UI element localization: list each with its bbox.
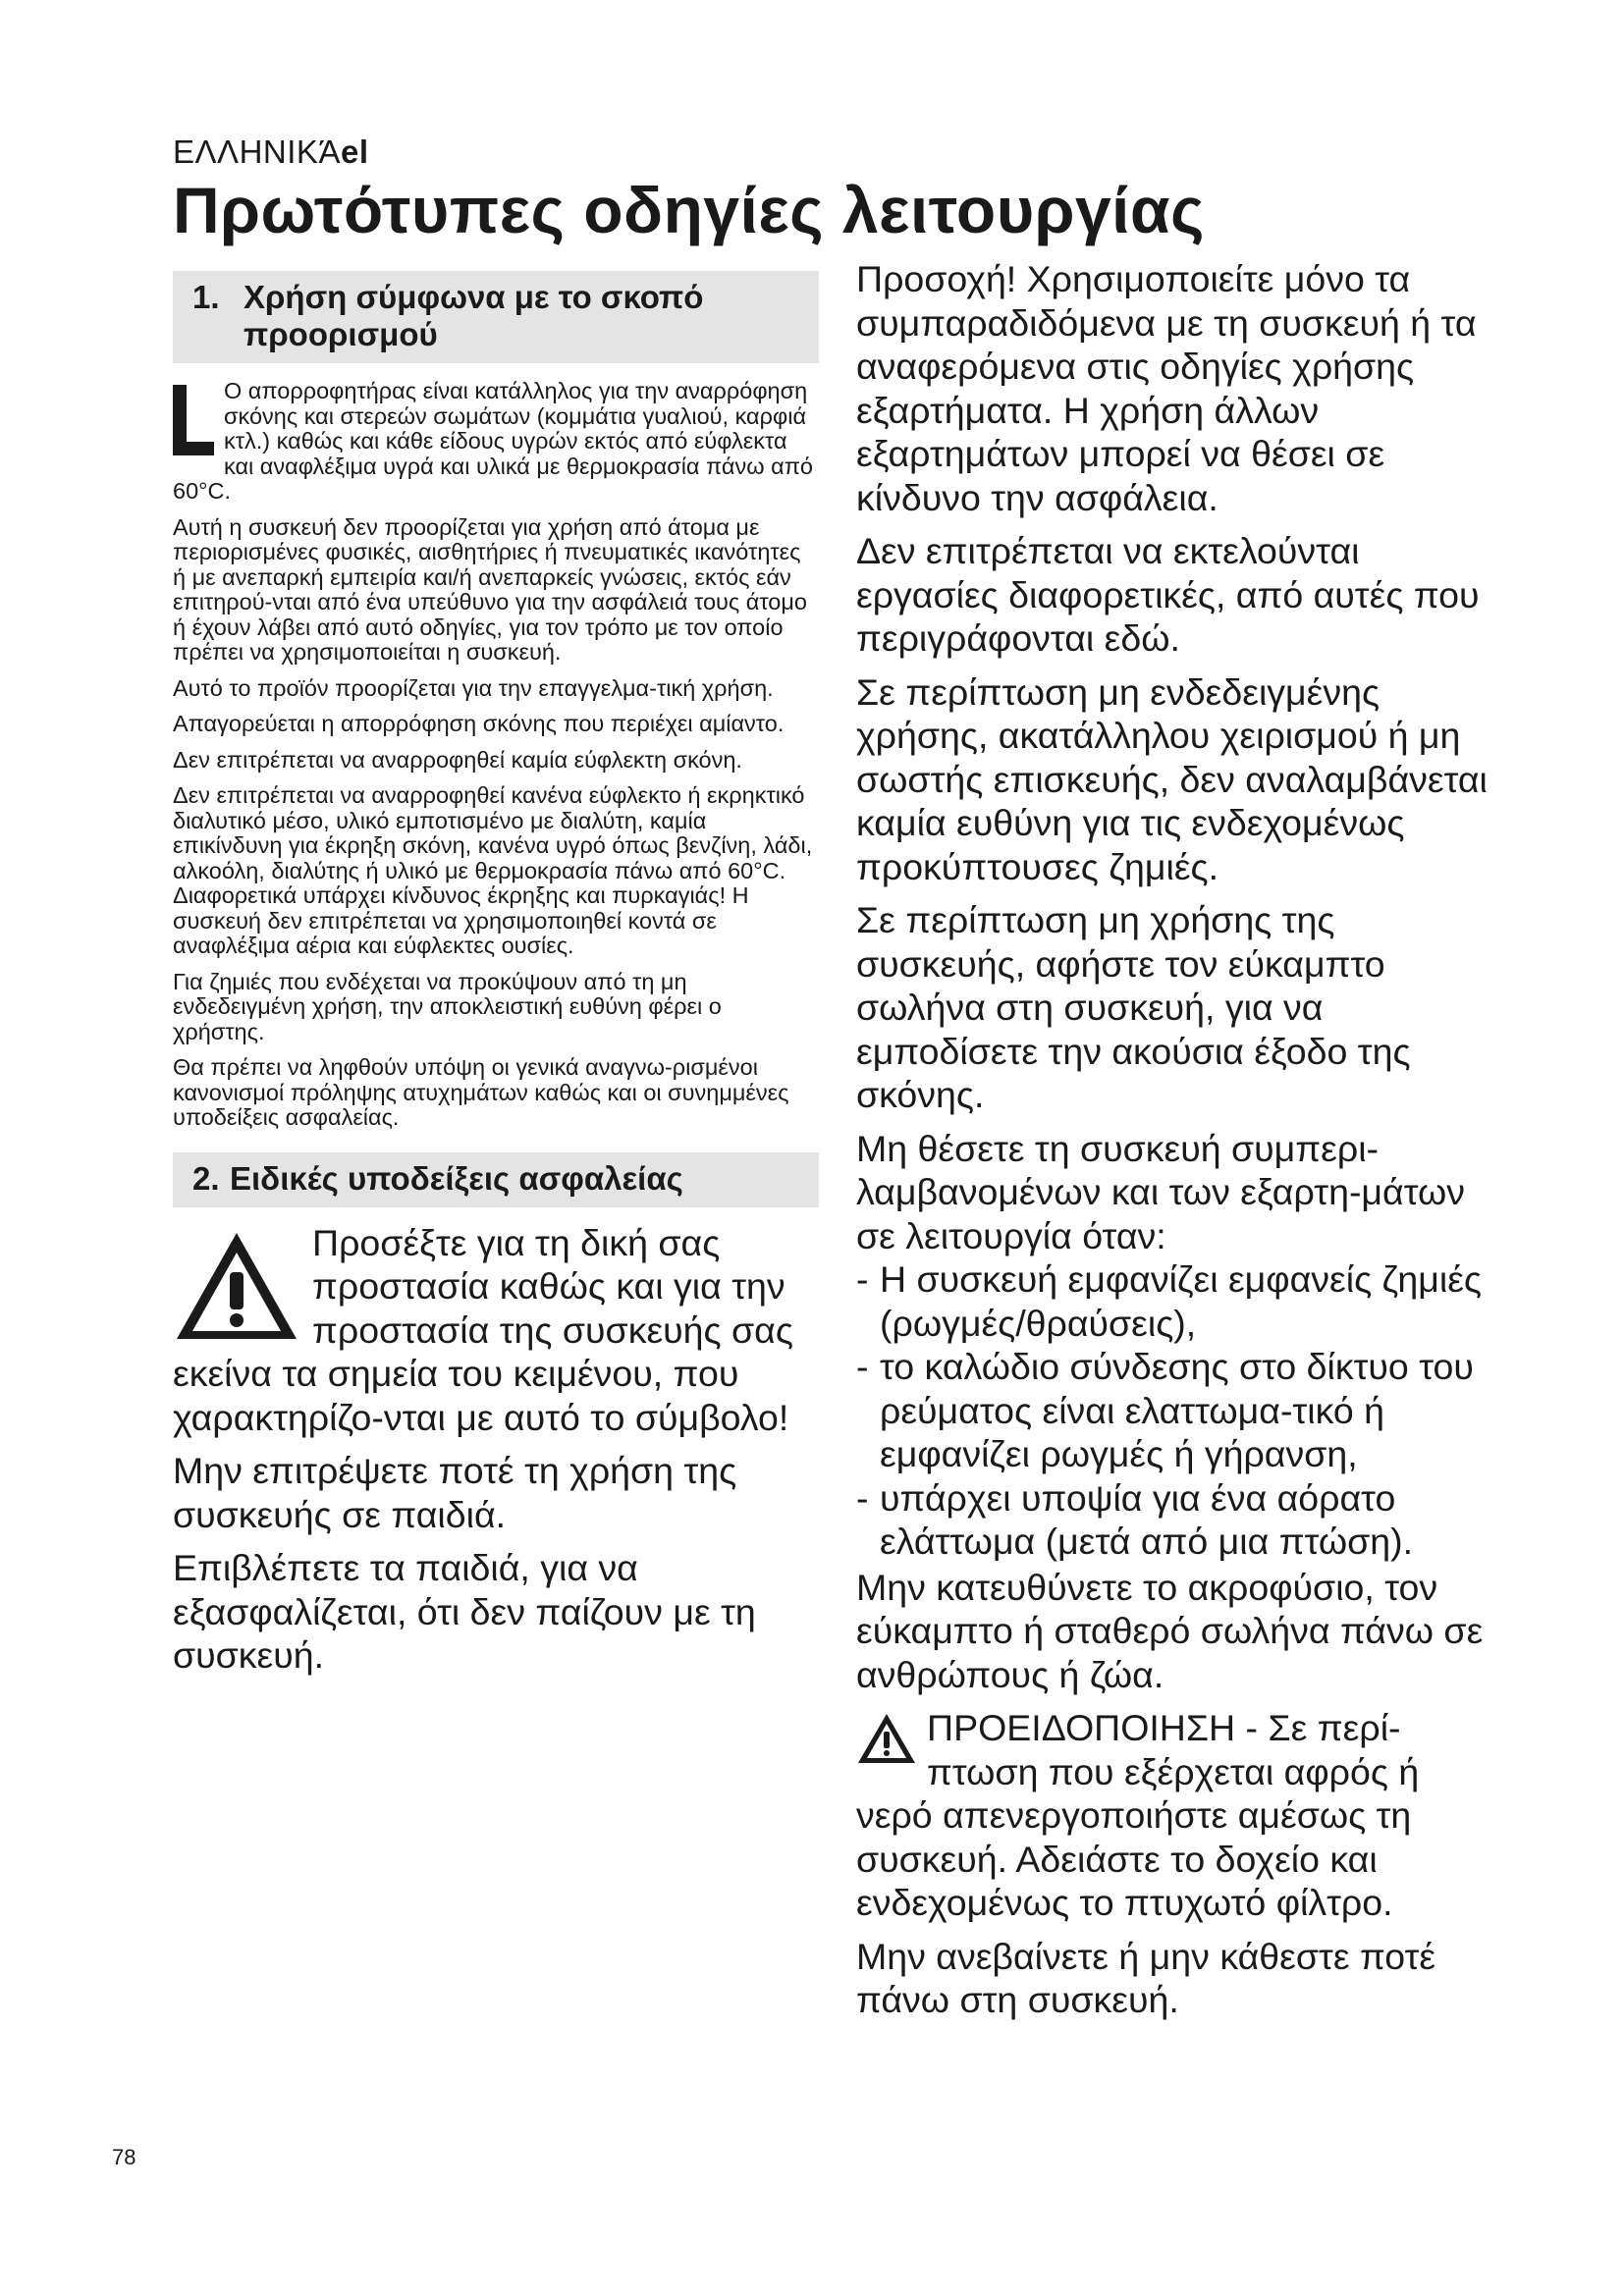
right-last-paragraph: Μην ανεβαίνετε ή μην κάθεστε ποτέ πάνω στη συσκευή. xyxy=(856,1935,1436,2020)
right-paragraph-0: Προσοχή! Χρησιμοποιείτε μόνο τα συμπαραδιδόμενα με τη συσκευή ή τα αναφερόμενα στις οδηγίες χρήσης εξαρτήματα. Η χρήση άλλων εξαρτημάτων μπορεί να θέσει σε κίνδυνο την ασφάλεια. xyxy=(856,258,1477,518)
right-paragraph-3: Σε περίπτωση μη χρήσης της συσκευής, αφήστε τον εύκαμπτο σωλήνα στη συσκευή, για να εμποδίσετε την ακούσια έξοδο της σκόνης. xyxy=(856,899,1411,1115)
list-item: - Η συσκευή εμφανίζει εμφανείς ζημιές (ρωγμές/θραύσεις), xyxy=(856,1257,1504,1345)
section-2-paragraph-0: Μην επιτρέψετε ποτέ τη χρήση της συσκευής σε παιδιά. xyxy=(173,1450,737,1535)
section-1-paragraph-2: Αυτό το προϊόν προορίζεται για την επαγγελμα-τική χρήση. xyxy=(173,674,774,701)
section-1-paragraph-4: Δεν επιτρέπεται να αναρροφηθεί καμία εύφλεκτη σκόνη. xyxy=(173,746,742,773)
section-1-heading xyxy=(173,271,819,363)
section-1-paragraph-5: Δεν επιτρέπεται να αναρροφηθεί κανένα εύφλεκτο ή εκρηκτικό διαλυτικό μέσο, υλικό εμποτισμένο με διαλύτη, καμία επικίνδυνη για έκρηξη σκόνη, κανένα υγρό όπως βενζίνη, λάδι, αλκοόλη, διαλύτης ή υλικό με θερμοκρασία πάνω από 60°C. Διαφορετικά υπάρχει κίνδυνος έκρηξης και πυρκαγιάς! Η συσκευή δεν επιτρέπεται να χρησιμοποιηθεί κοντά σε αναφλέξιμα αέρια και εύφλεκτες ουσίες. xyxy=(173,782,813,958)
section-1-paragraph-0: Ο απορροφητήρας είναι κατάλληλος για την αναρρόφηση σκόνης και στερεών σωμάτων (κομμάτια γυαλιού, καρφιά κτλ.) καθώς και κάθε είδους υγρών εκτός από εύφλεκτα και αναφλέξιμα υγρά και υλικά με θερμοκρασία πάνω από 60°C. xyxy=(173,378,813,504)
page-title: Πρωτότυπες οδηγίες λειτουργίας xyxy=(173,174,1205,246)
right-paragraph-4: Μη θέσετε τη συσκευή συμπερι-λαμβανομένων και των εξαρτη-μάτων σε λειτουργία όταν: xyxy=(856,1127,1466,1256)
section-2-heading xyxy=(173,1152,819,1207)
warning-triangle-icon xyxy=(856,1712,917,1765)
language-name: ΕΛΛΗΝΙΚΆ xyxy=(173,133,341,170)
section-1-paragraph-3: Απαγορεύεται η απορρόφηση σκόνης που περιέχει αμίαντο. xyxy=(173,711,785,736)
list-item: - το καλώδιο σύνδεσης στο δίκτυο του ρεύματος είναι ελαττωμα-τικό ή εμφανίζει ρωγμές ή γήρανση, xyxy=(856,1345,1504,1476)
page-number: 78 xyxy=(112,2145,136,2169)
section-1-paragraph-6: Για ζημιές που ενδέχεται να προκύψουν από τη μη ενδεδειγμένη χρήση, την αποκλειστική ευθύνη φέρει ο χρήστης. xyxy=(173,968,722,1044)
language-label xyxy=(173,133,369,171)
right-column xyxy=(856,257,1504,2032)
section-2-number: 2. xyxy=(192,1159,220,1197)
right-paragraph-2: Σε περίπτωση μη ενδεδειγμένης χρήσης, ακατάλληλου χειρισμού ή μη σωστής επισκευής, δεν αναλαμβάνεται καμία ευθύνη για τις ενδεχομένως προκύπτουσες ζημιές. xyxy=(856,670,1488,887)
l-corner-icon xyxy=(173,385,214,455)
section-2-title: Ειδικές υποδείξεις ασφαλείας xyxy=(230,1159,683,1197)
left-column xyxy=(173,271,819,1687)
right-paragraph-1: Δεν επιτρέπεται να εκτελούνται εργασίες διαφορετικές, από αυτές που περιγράφονται εδώ. xyxy=(856,530,1480,659)
right-after-list: Μην κατευθύνετε το ακροφύσιο, τον εύκαμπτο ή σταθερό σωλήνα πάνω σε ανθρώπους ή ζώα. xyxy=(856,1566,1484,1695)
section-1-number: 1. xyxy=(192,279,220,315)
conditions-list xyxy=(856,1257,1504,1564)
right-warning: ΠΡΟΕΙΔΟΠΟΙΗΣΗ - Σε περί-πτωση που εξέρχεται αφρός ή νερό απενεργοποιήστε αμέσως τη συσκευή. Αδειάστε το δοχείο και ενδεχομένως το πτυχωτό φίλτρο. xyxy=(856,1707,1420,1923)
language-code: el xyxy=(340,133,369,170)
section-1-title: Χρήση σύμφωνα με το σκοπό προορισμού xyxy=(244,279,704,352)
section-1-paragraph-1: Αυτή η συσκευή δεν προορίζεται για χρήση από άτομα με περιορισμένες φυσικές, αισθητήριες ή πνευματικές ικανότητες ή με ανεπαρκή εμπειρία και/ή ανεπαρκείς γνώσεις, εκτός εάν επιτηρού-νται από ένα υπεύθυνο για την ασφάλειά τους άτομο ή έχουν λάβει από αυτό οδηγίες, για τον τρόπο με τον οποίο πρέπει να χρησιμοποιείται η συσκευή. xyxy=(173,513,807,665)
list-item: - υπάρχει υποψία για ένα αόρατο ελάττωμα (μετά από μια πτώση). xyxy=(856,1476,1504,1564)
warning-triangle-icon xyxy=(173,1229,300,1343)
section-1-paragraph-7: Θα πρέπει να ληφθούν υπόψη οι γενικά αναγνω-ρισμένοι κανονισμοί πρόληψης ατυχημάτων καθώς και οι συνημμένες υποδείξεις ασφαλείας. xyxy=(173,1054,789,1130)
section-2-warning-intro: Προσέξτε για τη δική σας προστασία καθώς και για την προστασία της συσκευής σας εκείνα τα σημεία του κειμένου, που χαρακτηρίζο-νται με αυτό το σύμβολο! xyxy=(173,1221,793,1438)
section-2-paragraph-1: Επιβλέπετε τα παιδιά, για να εξασφαλίζεται, ότι δεν παίζουν με τη συσκευή. xyxy=(173,1547,756,1676)
